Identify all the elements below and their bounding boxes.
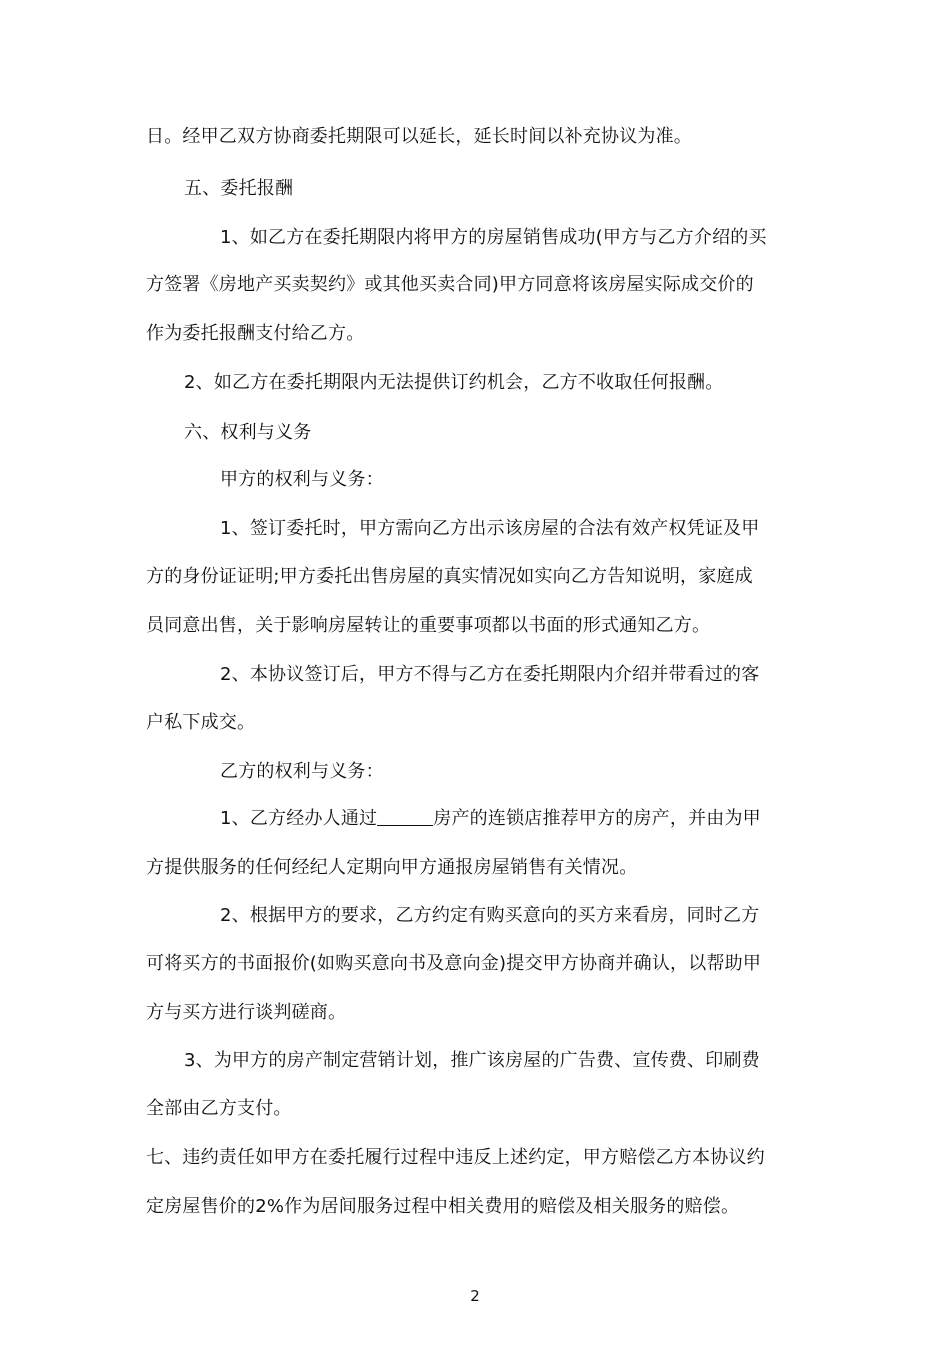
text-line: 方签署《房地产买卖契约》或其他买卖合同)甲方同意将该房屋实际成交价的 (146, 274, 754, 295)
text-line: 定房屋售价的2%作为居间服务过程中相关费用的赔偿及相关服务的赔偿。 (146, 1196, 740, 1217)
text-line: 作为委托报酬支付给乙方。 (146, 323, 365, 344)
text-line: 七、违约责任如甲方在委托履行过程中违反上述约定，甲方赔偿乙方本协议约 (146, 1147, 765, 1168)
text-line: 2、本协议签订后，甲方不得与乙方在委托期限内介绍并带看过的客 (220, 664, 760, 685)
text-line: 3、为甲方的房产制定营销计划，推广该房屋的广告费、宣传费、印刷费 (184, 1050, 760, 1071)
section-heading: 五、委托报酬 (184, 178, 294, 199)
text-segment: 1、乙方经办人通过 (220, 808, 378, 829)
section-heading: 六、权利与义务 (184, 422, 312, 443)
text-line-with-blank (220, 806, 761, 832)
text-line: 全部由乙方支付。 (146, 1098, 292, 1119)
text-line: 2、如乙方在委托期限内无法提供订约机会，乙方不收取任何报酬。 (184, 372, 724, 393)
text-line: 员同意出售，关于影响房屋转让的重要事项都以书面的形式通知乙方。 (146, 615, 711, 636)
text-line: 日。经甲乙双方协商委托期限可以延长，延长时间以补充协议为准。 (146, 126, 692, 147)
subsection-heading: 甲方的权利与义务： (220, 469, 384, 490)
text-line: 1、如乙方在委托期限内将甲方的房屋销售成功(甲方与乙方介绍的买 (220, 227, 767, 248)
text-line: 方的身份证证明;甲方委托出售房屋的真实情况如实向乙方告知说明，家庭成 (146, 566, 753, 587)
text-line: 方与买方进行谈判磋商。 (146, 1002, 347, 1023)
text-line: 1、签订委托时，甲方需向乙方出示该房屋的合法有效产权凭证及甲 (220, 518, 760, 539)
text-line: 2、根据甲方的要求，乙方约定有购买意向的买方来看房，同时乙方 (220, 905, 760, 926)
text-line: 可将买方的书面报价(如购买意向书及意向金)提交甲方协商并确认，以帮助甲 (146, 953, 762, 974)
page-number: 2 (470, 1287, 480, 1305)
text-line: 方提供服务的任何经纪人定期向甲方通报房屋销售有关情况。 (146, 857, 638, 878)
fill-in-blank (377, 807, 433, 826)
text-line: 户私下成交。 (146, 712, 256, 733)
text-segment: 房产的连锁店推荐甲方的房产，并由为甲 (433, 808, 761, 829)
subsection-heading: 乙方的权利与义务： (220, 761, 384, 782)
